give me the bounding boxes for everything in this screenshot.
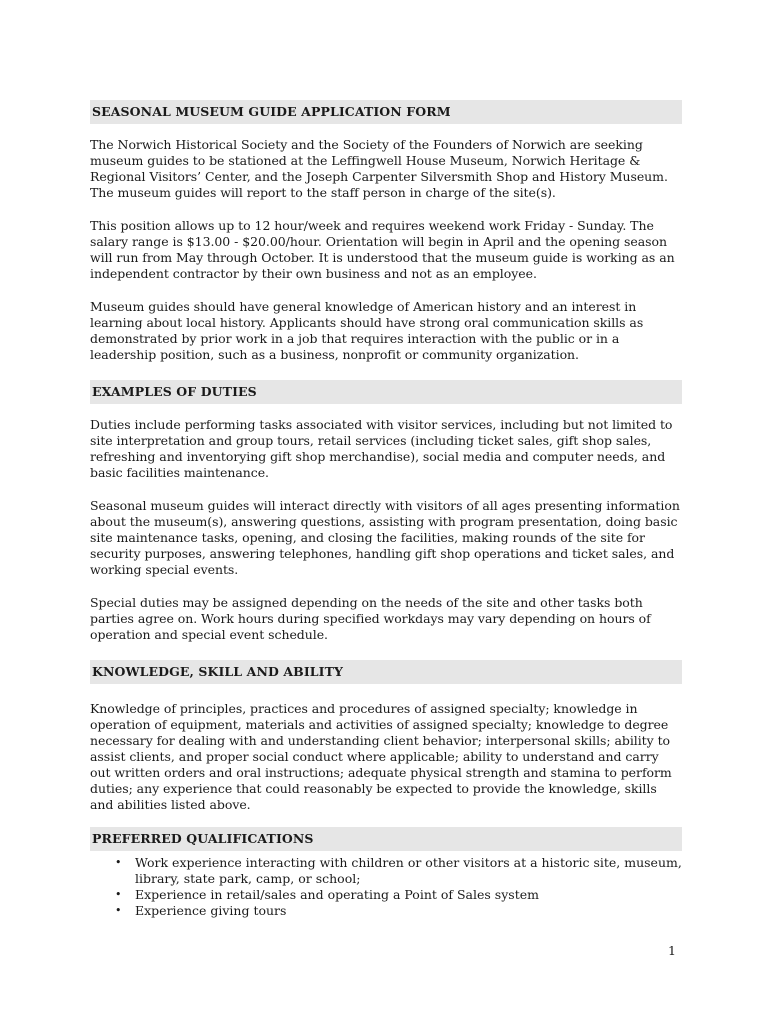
list-item-text: Experience in retail/sales and operating a Point of Sales system xyxy=(135,887,539,902)
bullet-icon: • xyxy=(115,904,122,917)
paragraph-duties-visitors: Seasonal museum guides will interact directly with visitors of all ages presenting information about the museum(s), answering questions, assisting with program presentation, doing basic site maintenance tasks, opening, and closing the facilities, making rounds of the site for security purposes, answering telephones, handling gift shop operations and ticket sales, and working special events. xyxy=(90,498,680,577)
paragraph-special-duties: Special duties may be assigned depending on the needs of the site and other tasks both parties agree on. Work hours during specified workdays may vary depending on hours of operation and special event schedule. xyxy=(90,595,651,642)
section-heading-qualifications: PREFERRED QUALIFICATIONS xyxy=(90,827,682,851)
bullet-icon: • xyxy=(115,888,122,901)
bullet-icon: • xyxy=(115,856,122,869)
section-heading-knowledge: KNOWLEDGE, SKILL AND ABILITY xyxy=(90,660,682,684)
list-item-text: Work experience interacting with children or other visitors at a historic site, museum, library, state park, camp, or school; xyxy=(135,855,682,886)
list-item xyxy=(90,887,682,903)
section-heading-duties: EXAMPLES OF DUTIES xyxy=(90,380,682,404)
paragraph-duties-overview: Duties include performing tasks associated with visitor services, including but not limited to site interpretation and group tours, retail services (including ticket sales, gift shop sales, refreshing and inventorying gift shop merchandise), social media and computer needs, and basic facilities maintenance. xyxy=(90,417,673,480)
document-page xyxy=(90,100,682,919)
list-item xyxy=(90,855,682,887)
paragraph-knowledge: Knowledge of principles, practices and procedures of assigned specialty; knowledge in operation of equipment, materials and activities of assigned specialty; knowledge to degree necessary for dealing with and understanding client behavior; interpersonal skills; ability to assist clients, and proper social conduct where applicable; ability to understand and carry out written orders and oral instructions; adequate physical strength and stamina to perform duties; any experience that could reasonably be expected to provide the knowledge, skills and abilities listed above. xyxy=(90,701,672,812)
page-number: 1 xyxy=(668,943,676,958)
paragraph-intro: The Norwich Historical Society and the Society of the Founders of Norwich are seeking museum guides to be stationed at the Leffingwell House Museum, Norwich Heritage & Regional Visitors’ Center, and the Joseph Carpenter Silversmith Shop and History Museum. The museum guides will report to the staff person in charge of the site(s). xyxy=(90,137,668,200)
qualifications-list xyxy=(90,855,682,919)
paragraph-position-details: This position allows up to 12 hour/week and requires weekend work Friday - Sunday. The salary range is $13.00 - $20.00/hour. Orientation will begin in April and the opening season will run from May through October. It is understood that the museum guide is working as an independent contractor by their own business and not as an employee. xyxy=(90,218,675,281)
list-item-text: Experience giving tours xyxy=(135,903,287,918)
list-item xyxy=(90,903,682,919)
paragraph-requirements: Museum guides should have general knowledge of American history and an interest in learning about local history. Applicants should have strong oral communication skills as demonstrated by prior work in a job that requires interaction with the public or in a leadership position, such as a business, nonprofit or community organization. xyxy=(90,299,644,362)
section-heading-application-form: SEASONAL MUSEUM GUIDE APPLICATION FORM xyxy=(90,100,682,124)
